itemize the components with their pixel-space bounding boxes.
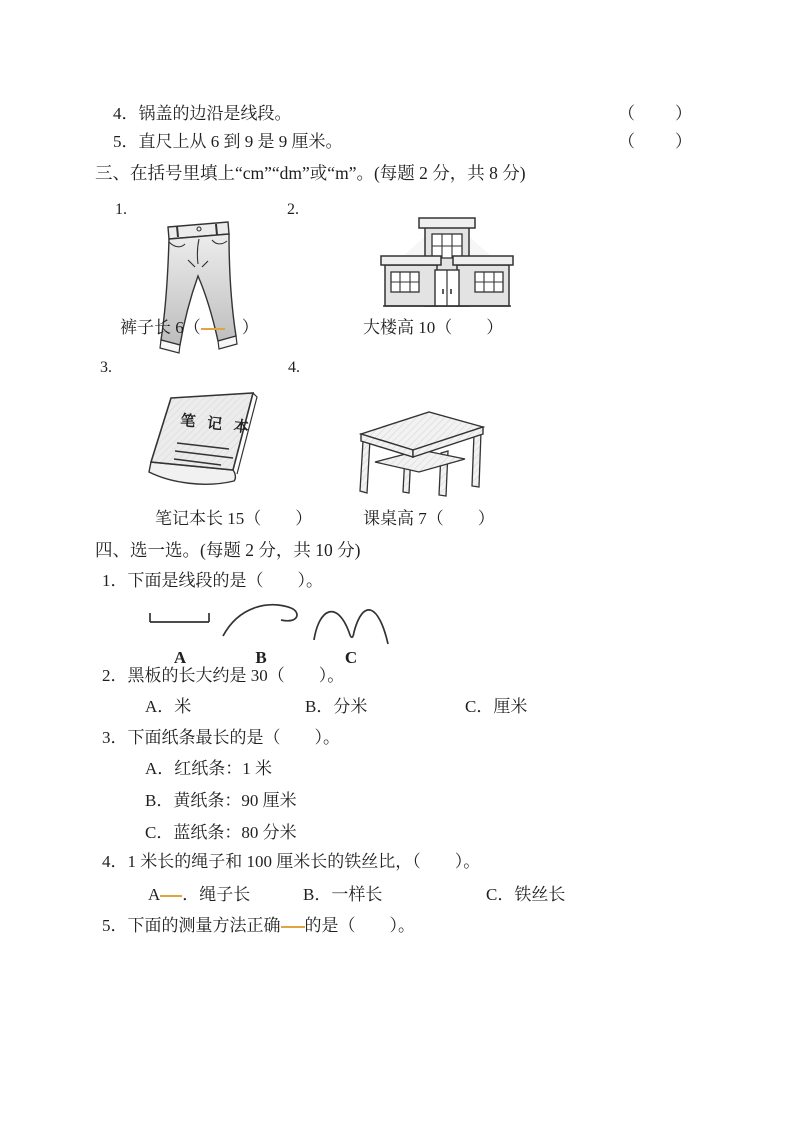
double-arch-line-icon <box>311 594 391 646</box>
item1-number: 1. <box>115 201 127 218</box>
section3-title: 三、在括号里填上“cm”“dm”或“m”。(每题 2 分，共 8 分) <box>95 163 526 183</box>
q2-text: 2．黑板的长大约是 30（ ）。 <box>102 666 345 685</box>
q2-option-b: B．分米 <box>305 697 368 716</box>
shape-label-b: B <box>255 648 267 667</box>
line-segment-icon <box>147 594 213 646</box>
desk-illustration <box>353 396 490 498</box>
notebook-cover-text: 笔 记 本 <box>179 413 254 437</box>
q4-text: 4．1 米长的绳子和 100 厘米长的铁丝比，（ ）。 <box>102 852 481 871</box>
item-statement: 锅盖的边沿是线段。 <box>138 104 292 123</box>
page-content <box>95 0 694 1122</box>
item1-caption <box>120 317 259 338</box>
item2-caption: 大楼高 10（ ） <box>363 318 504 337</box>
item3-number: 3. <box>100 359 112 376</box>
item3-caption: 笔记本长 15（ ） <box>155 509 313 528</box>
item4-caption: 课桌高 7（ ） <box>363 509 495 528</box>
answer-paren: （ ） <box>618 132 694 151</box>
curved-line-icon <box>221 594 301 646</box>
shape-option-c <box>311 594 391 668</box>
q2-options <box>95 696 680 718</box>
answer-paren: （ ） <box>618 104 694 123</box>
q2-option-c: C．厘米 <box>465 697 528 716</box>
q3-option-c: C．蓝纸条：80 分米 <box>145 823 297 842</box>
q3-option-b: B．黄纸条：90 厘米 <box>145 791 297 810</box>
item-statement: 直尺上从 6 到 9 是 9 厘米。 <box>138 132 343 151</box>
q4-option-c: C．铁丝长 <box>486 885 566 904</box>
q4-option-a <box>148 884 250 905</box>
q3-text: 3．下面纸条最长的是（ ）。 <box>102 728 340 747</box>
building-illustration <box>377 214 517 312</box>
q4-option-b: B．一样长 <box>303 885 383 904</box>
q3-option-a: A．红纸条：1 米 <box>145 759 273 778</box>
shape-option-a <box>147 594 213 668</box>
option-letter: A <box>148 885 161 904</box>
judge-item-text <box>113 103 292 124</box>
q5-text <box>102 915 415 936</box>
section4-title: 四、选一选。(每题 2 分，共 10 分) <box>95 540 361 560</box>
q1-text: 1．下面是线段的是（ ）。 <box>102 571 323 590</box>
item-number: 5． <box>113 132 139 151</box>
question-text: 的是（ ）。 <box>304 916 415 935</box>
question-text: 5．下面的测量方法正确 <box>102 916 281 935</box>
shape-label-c: C <box>344 648 358 667</box>
option-text: ．绳子长 <box>182 885 251 904</box>
item-number: 4． <box>113 104 139 123</box>
answer-underline <box>160 893 182 897</box>
shape-label-a: A <box>173 648 187 667</box>
judge-item-text <box>113 131 343 152</box>
answer-underline <box>281 924 305 928</box>
shape-option-b <box>221 594 301 668</box>
q2-option-a: A．米 <box>145 697 192 716</box>
item4-number: 4. <box>288 359 300 376</box>
answer-underline <box>201 326 225 330</box>
caption-text: 裤子长 6（ <box>120 318 201 337</box>
notebook-illustration <box>133 384 267 502</box>
caption-text: ） <box>224 318 259 337</box>
q4-options <box>95 884 680 906</box>
item2-number: 2. <box>287 201 299 218</box>
